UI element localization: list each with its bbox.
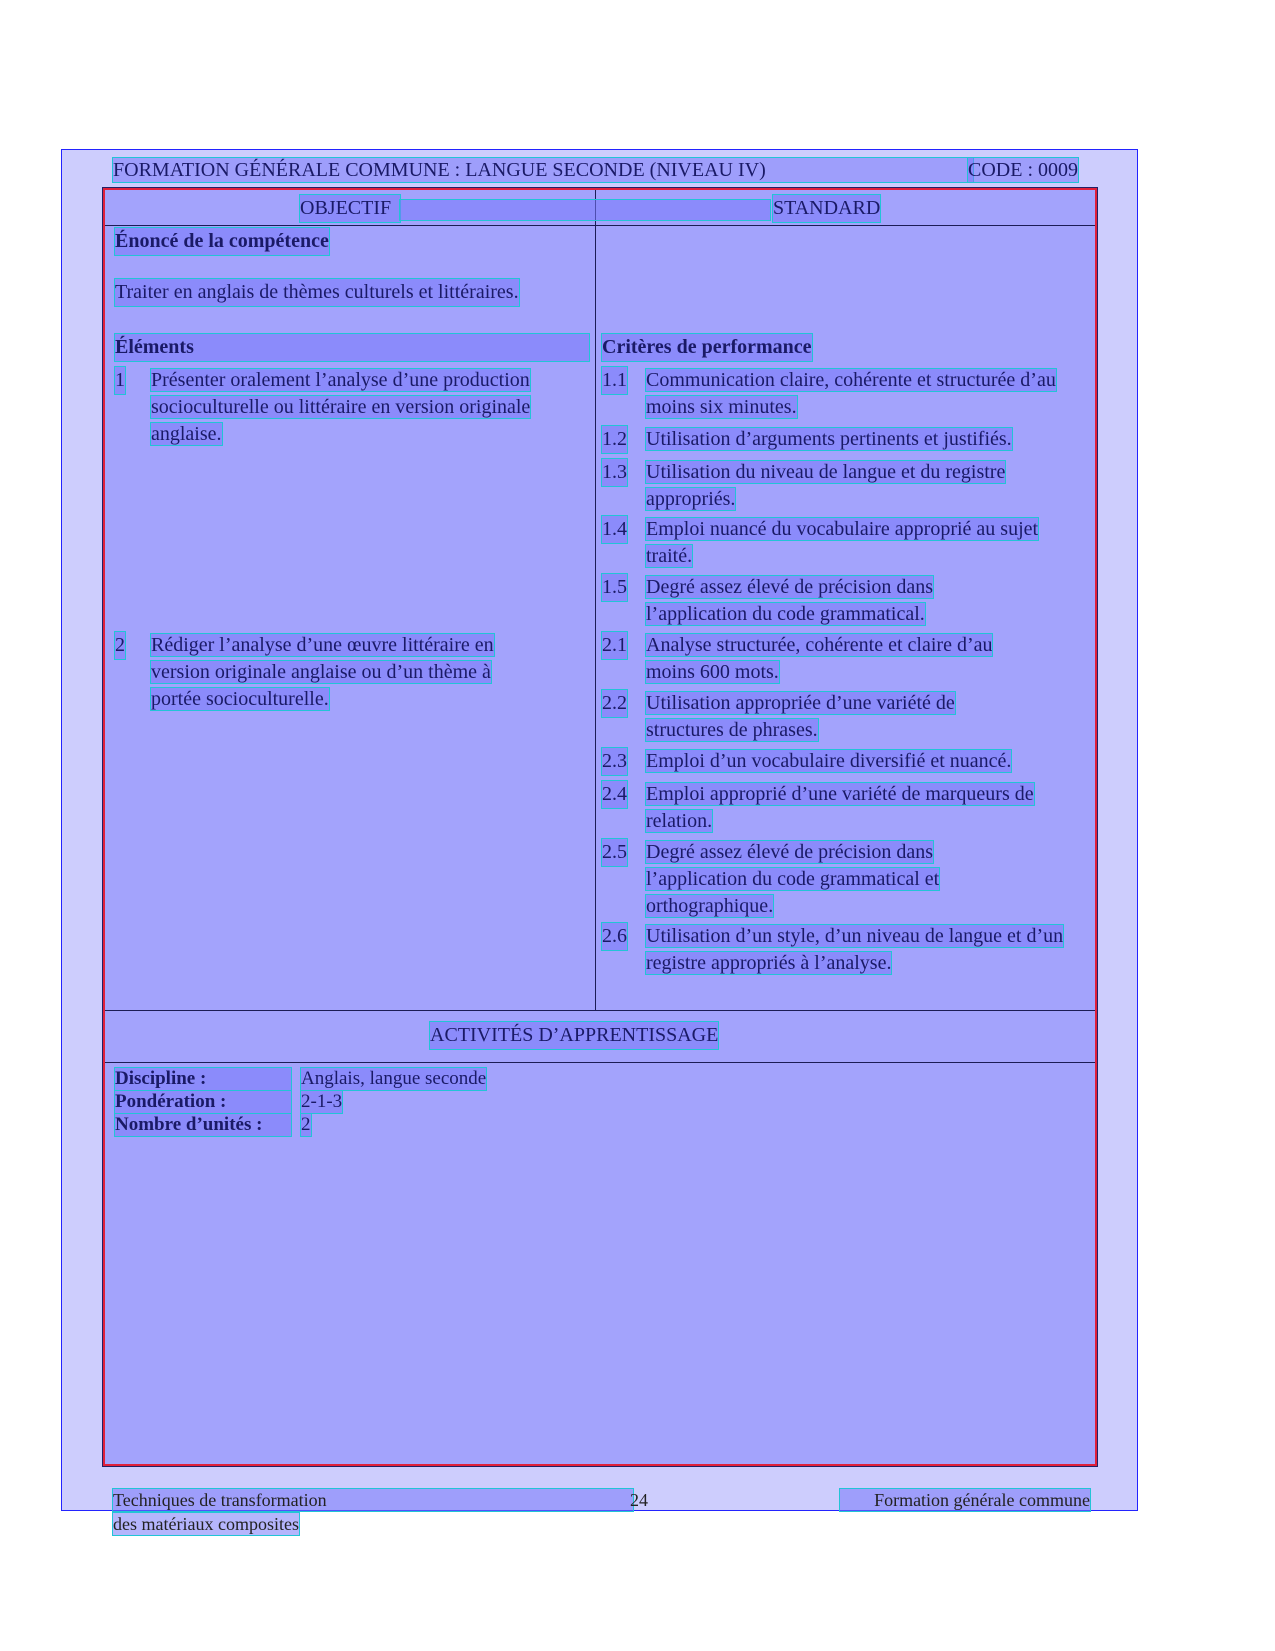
criterion-text: Utilisation du niveau de langue et du registre appropriés. xyxy=(646,461,1006,510)
column-header-objectif: OBJECTIF xyxy=(300,195,400,222)
criterion-text: Utilisation d’arguments pertinents et justifiés. xyxy=(646,428,1012,450)
criterion-number: 1.2 xyxy=(602,426,627,453)
criterion-text: Emploi approprié d’une variété de marqueurs de relation. xyxy=(646,783,1034,832)
criterion-number: 1.4 xyxy=(602,516,627,543)
footer-program-line1: Techniques de transformation xyxy=(113,1489,633,1511)
footer-program-line2: des matériaux composites xyxy=(113,1514,299,1534)
discipline-label: Discipline : xyxy=(115,1068,291,1090)
column-header-standard: STANDARD xyxy=(773,195,880,222)
criterion-text: Analyse structurée, cohérente et claire d’au moins 600 mots. xyxy=(646,634,993,683)
header-row-divider xyxy=(105,225,1095,226)
element-text: Présenter oralement l’analyse d’une production socioculturelle ou littéraire en version originale anglaise. xyxy=(151,369,531,445)
criterion-text: Degré assez élevé de précision dans l’application du code grammatical. xyxy=(646,576,934,625)
units-label: Nombre d’unités : xyxy=(115,1114,291,1136)
criterion-text: Emploi d’un vocabulaire diversifié et nuancé. xyxy=(646,750,1012,772)
header-title: FORMATION GÉNÉRALE COMMUNE : LANGUE SECONDE (NIVEAU IV) xyxy=(113,158,973,182)
footer-page-number: 24 xyxy=(630,1490,648,1510)
units-value: 2 xyxy=(301,1114,311,1135)
element-number: 1 xyxy=(115,367,125,394)
element-text: Rédiger l’analyse d’une œuvre littéraire en version originale anglaise ou d’un thème à portée socioculturelle. xyxy=(151,634,494,710)
criterion-number: 2.4 xyxy=(602,781,627,808)
criterion-text: Degré assez élevé de précision dans l’application du code grammatical et orthographique. xyxy=(646,841,940,917)
criterion-number: 2.6 xyxy=(602,923,627,950)
ponderation-label: Pondération : xyxy=(115,1091,291,1113)
column-divider xyxy=(595,190,596,1010)
activities-top-divider xyxy=(105,1010,1095,1011)
criterion-number: 1.5 xyxy=(602,574,627,601)
criterion-number: 1.1 xyxy=(602,367,627,394)
activities-heading: ACTIVITÉS D’APPRENTISSAGE xyxy=(430,1022,718,1049)
activities-bottom-divider xyxy=(105,1062,1095,1063)
column-header-band xyxy=(400,200,770,220)
ponderation-value: 2-1-3 xyxy=(301,1091,343,1112)
criterion-number: 2.1 xyxy=(602,632,627,659)
competence-text: Traiter en anglais de thèmes culturels et littéraires. xyxy=(115,279,519,306)
criterion-text: Communication claire, cohérente et structurée d’au moins six minutes. xyxy=(646,369,1056,418)
discipline-value: Anglais, langue seconde xyxy=(301,1068,487,1089)
criterion-text: Utilisation d’un style, d’un niveau de langue et d’un registre appropriés à l’analyse. xyxy=(646,925,1064,974)
criteria-heading: Critères de performance xyxy=(602,334,812,361)
element-number: 2 xyxy=(115,632,125,659)
criterion-number: 2.2 xyxy=(602,690,627,717)
criterion-number: 2.5 xyxy=(602,839,627,866)
criterion-text: Emploi nuancé du vocabulaire approprié au sujet traité. xyxy=(646,518,1039,567)
competency-table xyxy=(103,188,1097,1466)
competence-heading: Énoncé de la compétence xyxy=(115,228,329,255)
document-header xyxy=(113,158,1093,182)
footer-section-name: Formation générale commune xyxy=(840,1489,1090,1511)
elements-heading: Éléments xyxy=(115,334,589,361)
criterion-number: 2.3 xyxy=(602,748,627,775)
criterion-number: 1.3 xyxy=(602,459,627,486)
header-code: CODE : 0009 xyxy=(968,159,1078,181)
criterion-text: Utilisation appropriée d’une variété de structures de phrases. xyxy=(646,692,955,741)
